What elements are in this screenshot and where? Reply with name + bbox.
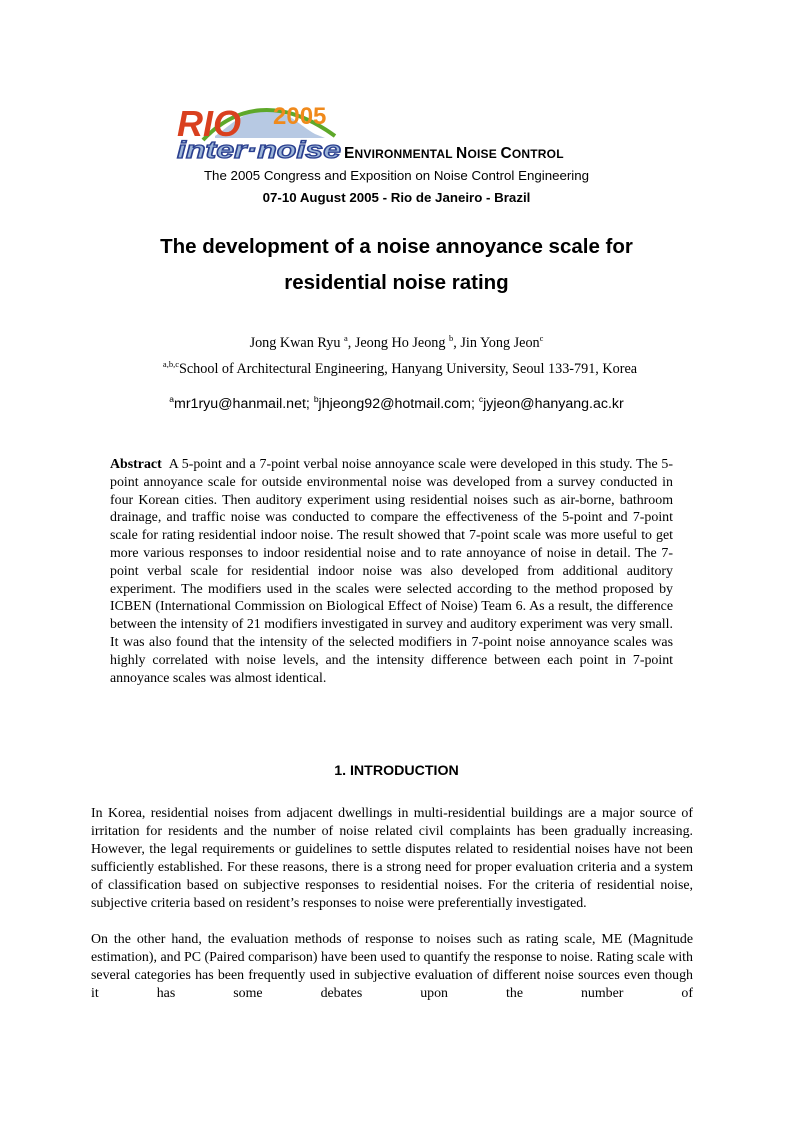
abstract-text: A 5-point and a 7-point verbal noise annoyance scale were developed in this study. The 5-point annoyance scale for outside environmental noise was developed from a survey conducted in four Korean cities. Then auditory experiment using residential noises such as air-borne, bathroom drainage, and traffic noise was conducted to compare the effectiveness of the 5-point and 7-point scale for rating residential indoor noise. The result showed that 7-point scale was more useful to get more various responses to indoor residential noise and to rate annoyance of noise in detail. The 7-point verbal scale for residential indoor noise was also developed from additional auditory experiment. The modifiers used in the scales were selected according to the method proposed by ICBEN (International Commission on Biological Effect of Noise) Team 6. As a result, the difference between the intensity of 21 modifiers investigated in survey and auditory experiment was very small. It was also found that the intensity of the selected modifiers in 7-point noise annoyance scales was highly correlated with noise levels, and the intensity difference between each point in 7-point annoyance scales was almost identical. [110,457,673,686]
abstract [110,456,673,687]
email-separator: ; [470,396,479,412]
author-affiliation-mark: c [539,333,544,343]
author-list [0,335,793,352]
email-address[interactable]: jhjeong92@hotmail.com [318,396,471,412]
paper-title-line: residential noise rating [284,271,509,294]
author-name: Jong Kwan Ryu [249,335,341,351]
logo-inter-noise-text: inter·noise [177,137,341,162]
email-address[interactable]: jyjeon@hanyang.ac.kr [483,396,624,412]
author-separator: , [347,335,355,351]
author-name: Jeong Ho Jeong [354,335,446,351]
inter-noise-2005-logo [175,96,345,162]
section-heading-introduction: 1. INTRODUCTION [334,763,459,779]
paper-title-line: The development of a noise annoyance scale for [160,235,633,258]
logo-year-text: 2005 [273,103,327,130]
body-paragraph: On the other hand, the evaluation methods of response to noises such as rating scale, ME (Magnitude estimation), and PC (Paired comparison) have been used to quantify the response to noise. Rating scale with several categories has been frequently used in subjective evaluation of different noise sources even though it has some debates upon the number of [91,932,693,1001]
conference-date-location: 07-10 August 2005 - Rio de Janeiro - Brazil [262,190,531,205]
email-mark: a [169,394,175,404]
email-mark: b [313,394,319,404]
conference-name: ENVIRONMENTAL NOISE CONTROL [344,145,564,162]
abstract-label: Abstract [110,457,162,472]
conference-subtitle: The 2005 Congress and Exposition on Noise Control Engineering [203,168,590,183]
author-name: Jin Yong Jeon [460,335,540,351]
affiliation-text: School of Architectural Engineering, Hanyang University, Seoul 133-791, Korea [178,361,638,377]
body-paragraph: In Korea, residential noises from adjacent dwellings in multi-residential buildings are a major source of irritation for residents and the number of noise related civil complaints has been gradually increasing. However, the legal requirements or guidelines to settle disputes related to residential noises have not been sufficiently established. For these reasons, there is a strong need for proper evaluation criteria and a system of classification based on subjective responses to residential noises. For the criteria of residential noise, subjective criteria based on resident’s responses to noise were preferentially investigated. [91,806,693,911]
author-affiliation-mark: b [449,333,454,343]
author-separator: , [453,335,461,351]
affiliation [120,361,680,378]
affiliation-marks: a,b,c [162,359,179,369]
logo-rio-text: RIO [177,103,242,144]
email-separator: ; [305,396,314,412]
email-address[interactable]: mr1ryu@hanmail.net [174,396,306,412]
email-list [0,396,793,412]
email-mark: c [478,394,484,404]
paper-title [0,229,793,301]
author-affiliation-mark: a [343,333,348,343]
